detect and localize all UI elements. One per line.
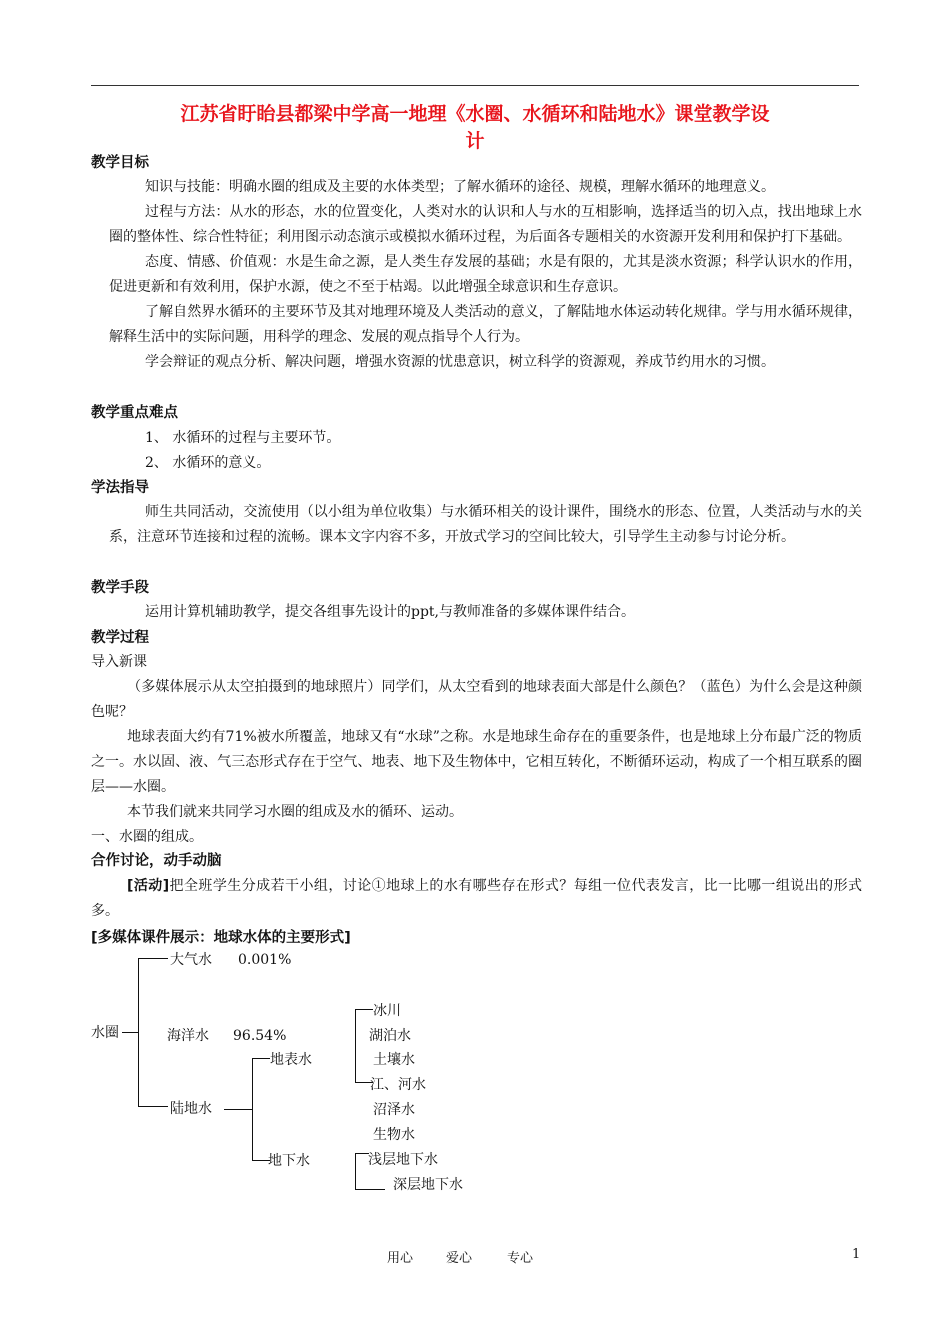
activity-tag: [活动] xyxy=(127,878,170,894)
means-heading: 教学手段 xyxy=(91,580,149,596)
tree-connector xyxy=(355,1153,356,1189)
goal-paragraph: 态度、情感、价值观：水是生命之源，是人类生存发展的基础；水是有限的，尤其是淡水资源；科学认识水的作用，促进更新和有效利用，保护水源，使之不至于枯竭。以此增强全球意识和生存意识。 xyxy=(109,254,862,295)
tree-surface: 地表水 xyxy=(270,1052,312,1068)
tree-connector xyxy=(355,1009,356,1082)
intro-paragraph: 本节我们就来共同学习水圈的组成及水的循环、运动。 xyxy=(127,804,463,820)
intro-paragraph: （多媒体展示从太空拍摄到的地球照片）同学们，从太空看到的地球表面大部是什么颜色？（蓝色）为什么会是这种颜色呢？ xyxy=(91,679,862,720)
tree-ground-item: 深层地下水 xyxy=(393,1177,463,1193)
goals-block xyxy=(109,175,862,375)
tree-land: 陆地水 xyxy=(170,1101,212,1117)
tree-connector xyxy=(252,1058,253,1160)
key-point: 1、 水循环的过程与主要环节。 xyxy=(145,430,341,446)
page-number: 1 xyxy=(852,1247,861,1262)
tree-atmos: 大气水 xyxy=(170,952,212,968)
tree-root: 水圈 xyxy=(91,1025,119,1041)
tree-surface-item: 生物水 xyxy=(373,1127,415,1143)
tree-ocean-pct: 96.54% xyxy=(233,1028,287,1044)
tree-surface-item: 沼泽水 xyxy=(373,1102,415,1118)
document-title-line2: 计 xyxy=(465,130,485,152)
method-paragraph: 师生共同活动，交流使用（以小组为单位收集）与水循环相关的设计课件，围绕水的形态、位置，人类活动与水的关系，注意环节连接和过程的流畅。课本文字内容不多，开放式学习的空间比较大，引导学生主动参与讨论分析。 xyxy=(109,504,862,545)
tree-connector xyxy=(355,1009,373,1010)
footer-word: 专心 xyxy=(507,1251,534,1266)
tree-underground: 地下水 xyxy=(268,1153,310,1169)
key-point: 2、 水循环的意义。 xyxy=(145,455,271,471)
tree-surface-item: 土壤水 xyxy=(373,1052,415,1068)
tree-connector xyxy=(138,958,168,959)
tree-connector xyxy=(252,1058,270,1059)
tree-connector xyxy=(355,1153,369,1154)
tree-connector xyxy=(138,958,139,1106)
tree-connector xyxy=(138,1106,168,1107)
footer-word: 用心 xyxy=(387,1251,414,1266)
tree-surface-item: 江、河水 xyxy=(370,1077,426,1093)
goal-paragraph: 过程与方法：从水的形态，水的位置变化，人类对水的认识和人与水的互相影响，选择适当的切入点，找出地球上水圈的整体性、综合性特征；利用图示动态演示或模拟水循环过程，为后面各专题相关的水资源开发利用和保护打下基础。 xyxy=(109,204,862,245)
tree-connector xyxy=(122,1032,138,1033)
tree-connector xyxy=(224,1109,252,1110)
activity-paragraph: [活动]把全班学生分成若干小组，讨论①地球上的水有哪些存在形式？每组一位代表发言，比一比哪一组说出的形式多。 xyxy=(91,878,863,919)
document-title-line1: 江苏省盱眙县都梁中学高一地理《水圈、水循环和陆地水》课堂教学设 xyxy=(180,103,770,125)
header-rule xyxy=(91,85,859,86)
tree-ground-item: 浅层地下水 xyxy=(368,1152,438,1168)
goal-paragraph: 学会辩证的观点分析、解决问题，增强水资源的忧患意识，树立科学的资源观，养成节约用水的习惯。 xyxy=(145,354,775,370)
tree-connector xyxy=(355,1189,385,1190)
footer-word: 爱心 xyxy=(446,1251,473,1266)
media-heading: [多媒体课件展示：地球水体的主要形式] xyxy=(91,930,351,946)
process-heading: 教学过程 xyxy=(91,630,149,646)
goals-heading: 教学目标 xyxy=(91,155,149,171)
means-paragraph: 运用计算机辅助教学，提交各组事先设计的ppt,与教师准备的多媒体课件结合。 xyxy=(145,604,635,620)
intro-block xyxy=(91,675,862,825)
intro-label: 导入新课 xyxy=(91,654,147,670)
method-heading: 学法指导 xyxy=(91,480,149,496)
discuss-heading: 合作讨论，动手动脑 xyxy=(91,853,222,869)
tree-surface-item: 湖泊水 xyxy=(369,1028,411,1044)
goal-paragraph: 了解自然界水循环的主要环节及其对地理环境及人类活动的意义，了解陆地水体运动转化规律。学与用水循环规律，解释生活中的实际问题，用科学的理念、发展的观点指导个人行为。 xyxy=(109,304,862,345)
tree-surface-item: 冰川 xyxy=(373,1003,401,1019)
part1-heading: 一、水圈的组成。 xyxy=(91,829,203,845)
tree-ocean: 海洋水 xyxy=(167,1028,209,1044)
tree-atmos-pct: 0.001% xyxy=(238,952,292,968)
key-heading: 教学重点难点 xyxy=(91,405,178,421)
goal-paragraph: 知识与技能：明确水圈的组成及主要的水体类型；了解水循环的途径、规模，理解水循环的地理意义。 xyxy=(145,179,775,195)
intro-paragraph: 地球表面大约有71%被水所覆盖，地球又有“水球”之称。水是地球生命存在的重要条件，也是地球上分布最广泛的物质之一。水以固、液、气三态形式存在于空气、地表、地下及生物体中，它相互转化，不断循环运动，构成了一个相互联系的圈层——水圈。 xyxy=(91,729,862,795)
